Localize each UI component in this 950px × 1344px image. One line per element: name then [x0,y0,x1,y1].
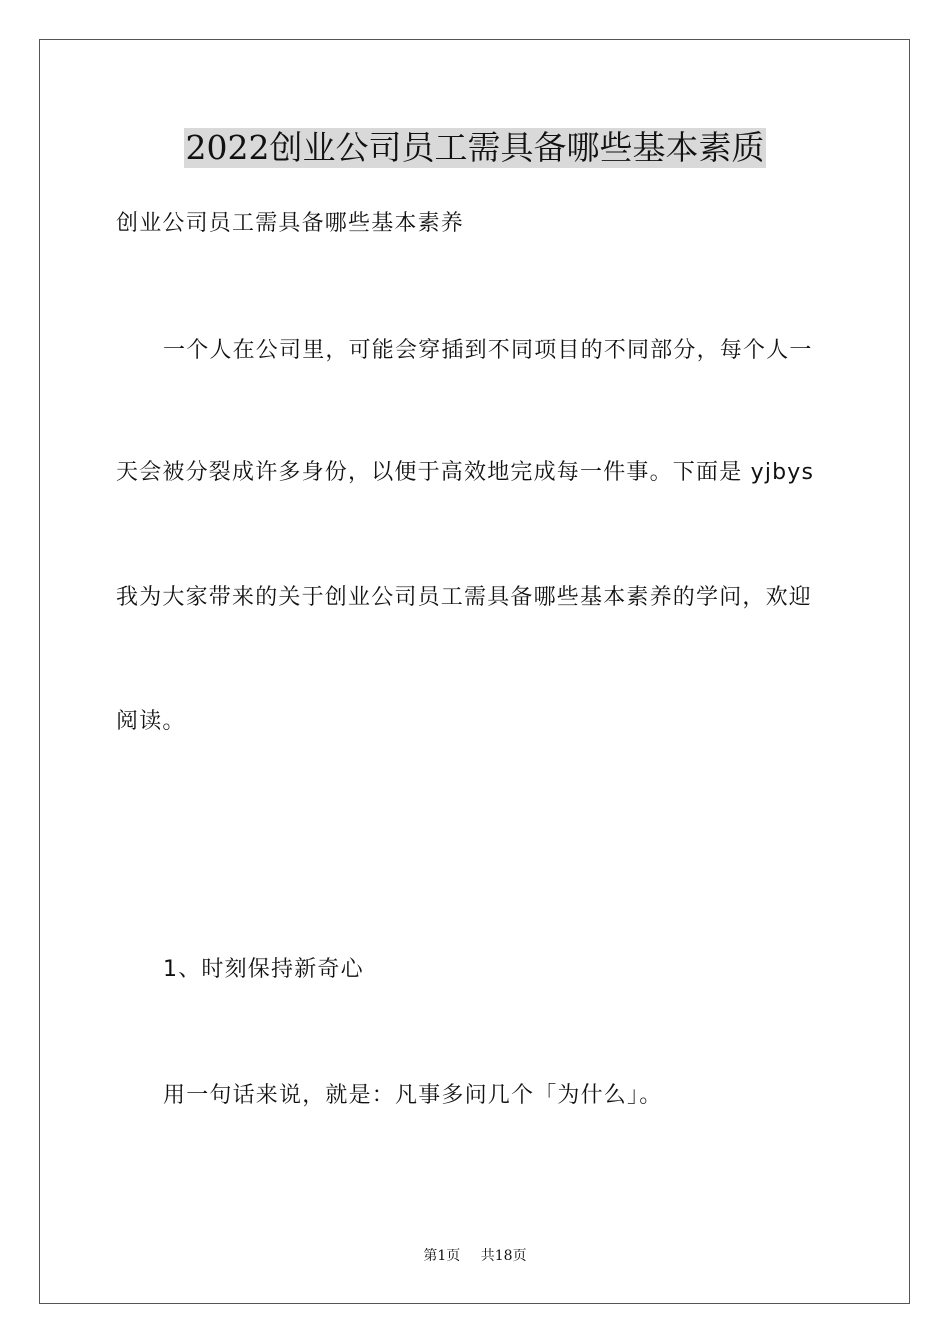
paragraph-line-3: 我为大家带来的关于创业公司员工需具备哪些基本素养的学问，欢迎 [116,585,813,610]
document-title [0,128,950,168]
paragraph-line-4: 阅读。 [116,709,186,734]
paragraph-line-1: 一个人在公司里，可能会穿插到不同项目的不同部分，每个人一 [163,338,813,363]
section-text: 用一句话来说，就是：凡事多问几个「为什么」。 [163,1083,663,1108]
page-number-current: 第1页 [423,1248,461,1264]
document-title-text: 2022创业公司员工需具备哪些基本素质 [185,128,765,167]
document-subtitle: 创业公司员工需具备哪些基本素养 [116,211,465,236]
paragraph-line-2: 天会被分裂成许多身份，以便于高效地完成每一件事。下面是 yjbys [116,460,815,485]
section-heading: 1、时刻保持新奇心 [163,957,364,982]
page-number-total: 共18页 [480,1248,527,1264]
page-footer [0,1247,950,1265]
